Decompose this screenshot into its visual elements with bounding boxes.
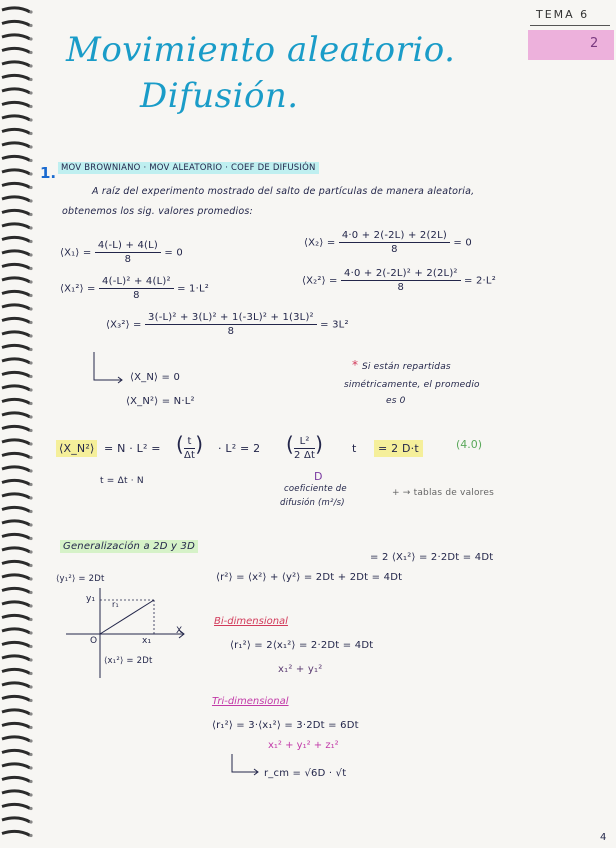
spiral-hole [29, 780, 32, 783]
eq-x1sq-lhs: ⟨X₁²⟩ = [60, 283, 96, 295]
spiral-binding [0, 0, 38, 848]
spiral-ring [2, 683, 30, 687]
eq-x2sq-den: 8 [397, 282, 405, 293]
sub-t: t = Δt · N [100, 476, 144, 486]
spiral-ring [2, 156, 30, 160]
general-r2-line: ⟨r²⟩ = ⟨x²⟩ + ⟨y²⟩ = 2Dt + 2Dt = 4Dt [216, 572, 403, 583]
spiral-hole [29, 618, 32, 621]
graph-x: x₁ [142, 636, 152, 646]
eq-x1sq-num: 4(-L)² + 4(L)² [99, 276, 174, 289]
coef-line-1: coeficiente de [284, 484, 347, 494]
spiral-hole [29, 375, 32, 378]
intro-line-2: obtenemos los sig. valores promedios: [62, 206, 253, 217]
spiral-hole [29, 159, 32, 162]
spiral-ring [2, 305, 30, 309]
spiral-ring [2, 575, 30, 579]
graph-xlabel: ⟨x₁²⟩ = 2Dt [104, 656, 153, 666]
tema-underline [530, 25, 610, 26]
spiral-hole [29, 442, 32, 445]
spiral-hole [29, 591, 32, 594]
main-formula-frac1: ( $\frac{t}{\Delta t}$ ) [176, 432, 204, 461]
frac1-den: Δt [184, 449, 196, 461]
bent-arrow-icon [228, 752, 262, 782]
eq-x2-den: 8 [391, 244, 398, 255]
spiral-hole [29, 240, 32, 243]
spiral-hole [29, 24, 32, 27]
main-formula-mid: · L² = 2 [218, 442, 261, 455]
spiral-hole [29, 820, 32, 823]
eq-x1sq-den: 8 [133, 290, 140, 301]
spiral-ring [2, 129, 30, 133]
spiral-ring [2, 696, 30, 700]
eq-x1-lhs: ⟨X₁⟩ = [60, 247, 92, 259]
spiral-hole [29, 226, 32, 229]
spiral-hole [29, 523, 32, 526]
graph-xaxis: X [176, 626, 183, 636]
spiral-hole [29, 415, 32, 418]
spiral-hole [29, 334, 32, 337]
spiral-ring [2, 170, 30, 174]
eq-x3sq-den: 8 [227, 326, 235, 337]
eq-x2sq-res: = 2·L² [464, 275, 496, 287]
spiral-hole [29, 294, 32, 297]
spiral-ring [2, 723, 30, 727]
spiral-hole [29, 348, 32, 351]
spiral-ring [2, 21, 30, 25]
graph-ylabel: ⟨y₁²⟩ = 2Dt [56, 574, 105, 584]
spiral-hole [29, 483, 32, 486]
tri-sub: x₁² + y₁² + z₁² [268, 740, 339, 751]
eq-x2sq [302, 268, 496, 293]
main-formula-frac2: ( $\frac{\text{L²}}{2 \Delta t}$ ) [286, 432, 324, 461]
spiral-hole [29, 712, 32, 715]
spiral-hole [29, 213, 32, 216]
spiral-ring [2, 183, 30, 187]
frac2-den: 2 Δt [294, 449, 316, 461]
spiral-hole [29, 361, 32, 364]
eq-x1-res: = 0 [164, 247, 183, 259]
page-title: Movimiento aleatorio. [66, 30, 456, 70]
tema-label: TEMA 6 [536, 8, 590, 21]
spiral-ring [2, 791, 30, 795]
eq-x1 [60, 240, 183, 265]
spiral-hole [29, 186, 32, 189]
down-right-arrow-icon [88, 350, 128, 390]
page-subtitle: Difusión. [140, 76, 299, 116]
page-number: 4 [600, 832, 607, 843]
spiral-hole [29, 105, 32, 108]
spiral-ring [2, 831, 30, 835]
eq-x1-num: 4(-L) + 4(L) [95, 240, 161, 253]
graph-r: r₁ [112, 600, 119, 609]
eq-x2-lhs: ⟨X₂⟩ = [304, 237, 336, 249]
spiral-ring [2, 413, 30, 417]
spiral-hole [29, 307, 32, 310]
table-note: + → tablas de valores [392, 488, 495, 498]
spiral-ring [2, 521, 30, 525]
spiral-hole [29, 699, 32, 702]
spiral-hole [29, 645, 32, 648]
spiral-hole [29, 550, 32, 553]
eq-x3sq-lhs: ⟨X₃²⟩ = [106, 319, 142, 331]
spiral-hole [29, 429, 32, 432]
spiral-hole [29, 793, 32, 796]
spiral-hole [29, 37, 32, 40]
spiral-hole [29, 753, 32, 756]
eq-x2 [304, 230, 472, 255]
bi-sub: x₁² + y₁² [278, 664, 323, 675]
spiral-hole [29, 91, 32, 94]
spiral-ring [2, 143, 30, 147]
spiral-ring [2, 602, 30, 606]
spiral-ring [2, 588, 30, 592]
main-formula-eq1: = N · L² = [104, 442, 161, 455]
spiral-ring [2, 75, 30, 79]
spiral-ring [2, 237, 30, 241]
spiral-ring [2, 656, 30, 660]
spiral-hole [29, 496, 32, 499]
spiral-ring [2, 804, 30, 808]
spiral-ring [2, 764, 30, 768]
eq-x1-den: 8 [124, 254, 132, 265]
spiral-ring [2, 453, 30, 457]
spiral-ring [2, 48, 30, 52]
spiral-ring [2, 116, 30, 120]
tab-highlight [528, 30, 614, 60]
asterisk-icon: * [352, 358, 358, 372]
spiral-hole [29, 199, 32, 202]
tri-eq: ⟨r₁²⟩ = 3·⟨x₁²⟩ = 3·2Dt = 6Dt [212, 720, 359, 731]
spiral-ring [2, 669, 30, 673]
spiral-ring [2, 615, 30, 619]
note-line-1: Si están repartidas [362, 362, 451, 372]
spiral-ring [2, 251, 30, 255]
spiral-ring [2, 8, 30, 12]
eq-x3sq [106, 312, 349, 337]
spiral-hole [29, 172, 32, 175]
spiral-ring [2, 197, 30, 201]
spiral-hole [29, 685, 32, 688]
spiral-hole [29, 510, 32, 513]
spiral-ring [2, 737, 30, 741]
spiral-hole [29, 766, 32, 769]
spiral-hole [29, 321, 32, 324]
main-formula-t: t [352, 442, 357, 455]
spiral-hole [29, 402, 32, 405]
rcm-eq: r_cm = √6D · √t [264, 768, 347, 779]
spiral-ring [2, 62, 30, 66]
spiral-hole [29, 807, 32, 810]
spiral-hole [29, 280, 32, 283]
general-heading: Generalización a 2D y 3D [60, 540, 198, 553]
note-line-3: es 0 [386, 396, 406, 406]
spiral-hole [29, 456, 32, 459]
spiral-hole [29, 631, 32, 634]
spiral-ring [2, 291, 30, 295]
section-number: 1. [40, 164, 57, 182]
eq-x1sq-res: = 1·L² [177, 283, 209, 295]
eq-xn: ⟨X_N⟩ = 0 [130, 372, 181, 383]
spiral-hole [29, 726, 32, 729]
spiral-hole [29, 253, 32, 256]
spiral-hole [29, 78, 32, 81]
intro-line-1: A raíz del experimento mostrado del salto de partículas de manera aleatoria, [92, 186, 475, 197]
frac2-num: L² [294, 436, 315, 449]
spiral-hole [29, 537, 32, 540]
spiral-ring [2, 818, 30, 822]
spiral-ring [2, 359, 30, 363]
frac1-num: t [184, 436, 195, 449]
spiral-hole [29, 739, 32, 742]
spiral-ring [2, 345, 30, 349]
note-line-2: simétricamente, el promedio [344, 380, 480, 390]
spiral-hole [29, 604, 32, 607]
bi-eq: ⟨r₁²⟩ = 2⟨x₁²⟩ = 2·2Dt = 4Dt [230, 640, 374, 651]
displacement-graph [56, 578, 192, 688]
spiral-ring [2, 210, 30, 214]
eq-x2-num: 4·0 + 2(-2L) + 2(2L) [339, 230, 450, 243]
spiral-ring [2, 264, 30, 268]
spiral-ring [2, 494, 30, 498]
spiral-hole [29, 577, 32, 580]
general-top-line: = 2 ⟨X₁²⟩ = 2·2Dt = 4Dt [370, 552, 494, 563]
eq-x2sq-num: 4·0 + 2(-2L)² + 2(2L)² [341, 268, 461, 281]
spiral-ring [2, 642, 30, 646]
spiral-ring [2, 89, 30, 93]
spiral-ring [2, 777, 30, 781]
d-label: D [314, 470, 323, 483]
spiral-ring [2, 399, 30, 403]
spiral-hole [29, 469, 32, 472]
spiral-ring [2, 480, 30, 484]
spiral-ring [2, 102, 30, 106]
spiral-ring [2, 35, 30, 39]
spiral-ring [2, 224, 30, 228]
eq-x2-res: = 0 [453, 237, 472, 249]
spiral-ring [2, 467, 30, 471]
spiral-ring [2, 440, 30, 444]
spiral-hole [29, 10, 32, 13]
spiral-hole [29, 388, 32, 391]
spiral-ring [2, 629, 30, 633]
spiral-hole [29, 658, 32, 661]
spiral-hole [29, 145, 32, 148]
tab-number: 2 [590, 36, 599, 51]
main-formula-lhs: ⟨X_N²⟩ [56, 440, 97, 457]
graph-o: O [90, 636, 98, 646]
spiral-ring [2, 548, 30, 552]
spiral-ring [2, 278, 30, 282]
eq-x3sq-res: = 3L² [320, 319, 349, 331]
graph-y: y₁ [86, 594, 96, 604]
section-heading: MOV BROWNIANO · MOV ALEATORIO · COEF DE DIFUSIÓN [58, 162, 319, 174]
spiral-ring [2, 426, 30, 430]
main-formula-label: (4.0) [456, 438, 483, 451]
coef-line-2: difusión (m²/s) [280, 498, 345, 508]
spiral-ring [2, 386, 30, 390]
spiral-ring [2, 710, 30, 714]
spiral-hole [29, 64, 32, 67]
spiral-hole [29, 132, 32, 135]
spiral-ring [2, 507, 30, 511]
spiral-ring [2, 750, 30, 754]
spiral-ring [2, 534, 30, 538]
tri-heading: Tri-dimensional [212, 696, 289, 707]
r-vector [100, 600, 154, 634]
spiral-ring [2, 318, 30, 322]
spiral-hole [29, 672, 32, 675]
eq-x3sq-num: 3(-L)² + 3(L)² + 1(-3L)² + 1(3L)² [145, 312, 317, 325]
spiral-hole [29, 267, 32, 270]
eq-x1sq [60, 276, 209, 301]
bi-heading: Bi-dimensional [214, 616, 288, 627]
spiral-hole [29, 834, 32, 837]
eq-x2sq-lhs: ⟨X₂²⟩ = [302, 275, 338, 287]
spiral-hole [29, 118, 32, 121]
spiral-hole [29, 51, 32, 54]
spiral-ring [2, 332, 30, 336]
eq-xn2: ⟨X_N²⟩ = N·L² [126, 396, 195, 407]
spiral-hole [29, 564, 32, 567]
main-formula-result: = 2 D·t [374, 440, 423, 457]
spiral-ring [2, 372, 30, 376]
spiral-ring [2, 561, 30, 565]
